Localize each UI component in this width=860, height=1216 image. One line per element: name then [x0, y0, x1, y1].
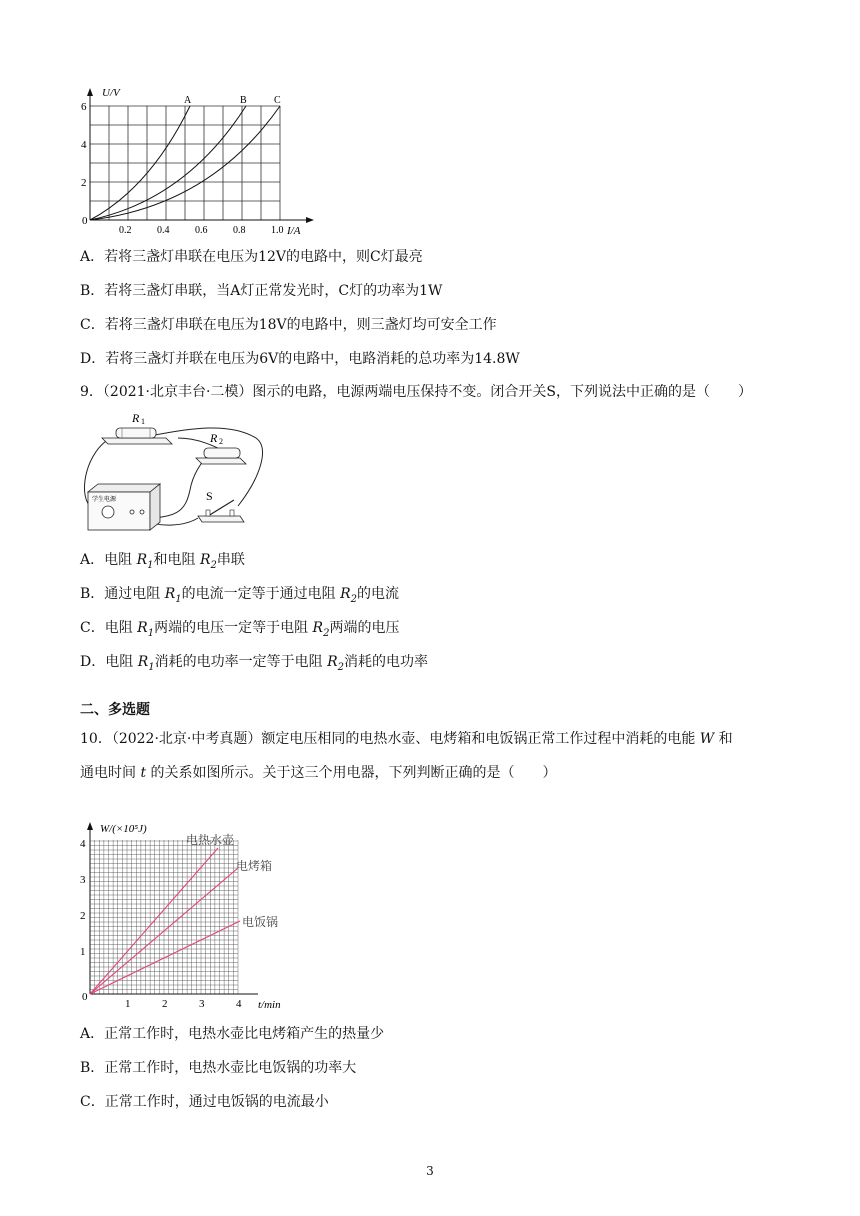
- q9-resistor-r2: [196, 448, 246, 464]
- q10-y-tick: 2: [80, 910, 86, 922]
- q10-stem-line1: 10．（2022·北京·中考真题）额定电压相同的电热水壶、电烤箱和电饭锅正常工作过程中消耗的电能 W 和: [80, 731, 733, 747]
- q10-x-label: t/min: [258, 999, 281, 1011]
- q8-option-c: C．若将三盏灯串联在电压为18V的电路中，则三盏灯均可安全工作: [80, 317, 497, 333]
- q10-option-b: B．正常工作时，电热水壶比电饭锅的功率大: [80, 1060, 357, 1076]
- q10-y-tick: 1: [80, 946, 86, 958]
- q10-x-tick: 0: [82, 991, 88, 1003]
- q10-curve-label-rice-cooker: 电饭锅: [242, 915, 279, 929]
- q8-option-d: D．若将三盏灯并联在电压为6V的电路中，电路消耗的总功率为14.8W: [80, 351, 520, 367]
- q9-option-c: C．电阻 $R_1$两端的电压一定等于电阻 $R_2$两端的电压: [80, 620, 400, 639]
- q8-y-tick: 4: [81, 139, 87, 151]
- q9-option-b: B．通过电阻 $R_1$的电流一定等于通过电阻 $R_2$的电流: [80, 586, 400, 605]
- section-title-multi-choice: 二、多选题: [80, 702, 150, 718]
- q8-option-a: A．若将三盏灯串联在电压为12V的电路中，则C灯最亮: [80, 249, 423, 265]
- q9-label-switch: S: [206, 489, 213, 503]
- q8-x-label: I/A: [287, 225, 301, 237]
- q10-option-a: A．正常工作时，电热水壶比电烤箱产生的热量少: [80, 1026, 385, 1042]
- q10-x-tick: 4: [236, 998, 242, 1010]
- q9-resistor-r1: [102, 428, 172, 444]
- q8-x-tick: 1.0: [271, 225, 284, 236]
- q10-x-tick: 3: [199, 998, 205, 1010]
- q10-x-tick: 1: [125, 998, 131, 1010]
- q9-switch: [198, 500, 244, 522]
- q10-stem-line2: 通电时间 t 的关系如图所示。关于这三个用电器，下列判断正确的是（ ）: [80, 765, 557, 781]
- q9-power-supply: [88, 484, 160, 530]
- q8-x-tick: 0.6: [195, 225, 208, 236]
- q8-curve-label-c: C: [274, 95, 281, 106]
- q8-grid: [90, 106, 280, 220]
- q10-y-label: W/(×10⁵J): [100, 823, 147, 835]
- q10-x-tick: 2: [162, 998, 168, 1010]
- q10-line-rice-cooker: [90, 921, 240, 994]
- q10-y-arrow: [87, 822, 93, 830]
- q8-y-label: U/V: [102, 87, 120, 99]
- q9-label-r2: R: [210, 431, 218, 445]
- q9-label-r2-sub: 2: [219, 437, 223, 446]
- q10-curve-label-kettle: 电热水壶: [186, 833, 235, 847]
- q10-line-kettle: [90, 848, 218, 994]
- q9-stem: 9．（2021·北京丰台·二模）图示的电路，电源两端电压保持不变。闭合开关S，下列说法中正确的是（ ）: [80, 384, 753, 400]
- q8-iu-chart: [81, 84, 324, 237]
- q8-y-arrow: [87, 88, 93, 96]
- q8-y-tick: 2: [81, 177, 87, 189]
- q10-curve-label-oven: 电烤箱: [236, 859, 273, 873]
- q8-option-b: B．若将三盏灯串联，当A灯正常发光时，C灯的功率为1W: [80, 283, 443, 299]
- q10-option-c: C．正常工作时，通过电饭锅的电流最小: [80, 1094, 329, 1110]
- q9-option-d: D．电阻 $R_1$消耗的电功率一定等于电阻 $R_2$消耗的电功率: [80, 654, 428, 673]
- q9-circuit-figure: [80, 408, 280, 538]
- q8-x-arrow: [306, 217, 314, 223]
- q8-x-tick: 0.4: [157, 225, 170, 236]
- q9-label-r1-sub: 1: [141, 417, 145, 426]
- q8-curve-label-b: B: [240, 95, 247, 106]
- q9-label-r1: R: [132, 411, 140, 425]
- q8-y-tick: 0: [82, 215, 88, 227]
- q10-wt-chart: [80, 818, 320, 1010]
- q9-option-a: A．电阻 $R_1$和电阻 $R_2$串联: [80, 552, 245, 571]
- q9-power-supply-label: 学生电源: [92, 497, 117, 503]
- q8-curve-label-a: A: [184, 95, 192, 106]
- q8-y-tick: 6: [81, 101, 87, 113]
- q10-grid: [90, 840, 238, 994]
- q8-x-tick: 0.2: [119, 225, 132, 236]
- page-number: 3: [426, 1164, 434, 1178]
- q8-x-tick: 0.8: [233, 225, 246, 236]
- q10-y-tick: 4: [80, 838, 86, 850]
- q10-y-tick: 3: [80, 874, 86, 886]
